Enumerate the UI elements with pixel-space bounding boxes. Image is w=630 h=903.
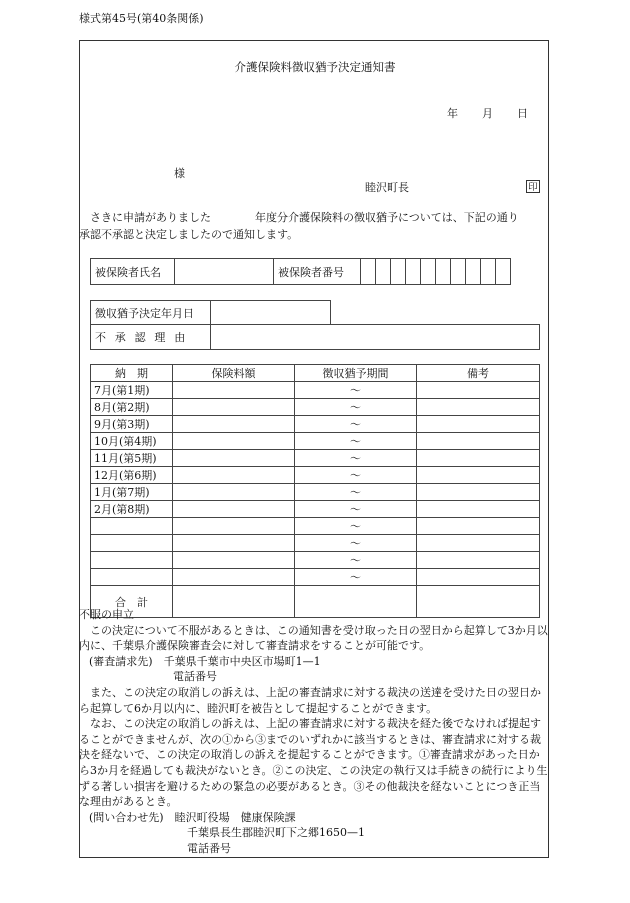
- table-row: [91, 484, 540, 501]
- period-mark: 〜: [295, 382, 417, 399]
- contact-phone: 電話番号: [187, 841, 231, 855]
- review-destination: (審査請求先) 千葉県千葉市中央区市場町1—1: [89, 654, 321, 668]
- issuer-name: 睦沢町長: [365, 181, 409, 194]
- table-row: [91, 501, 540, 518]
- table-row: [91, 433, 540, 450]
- period-mark: 〜: [295, 552, 417, 569]
- due-period-cell: 10月(第4期): [91, 433, 173, 450]
- appeal-notes: [79, 607, 549, 857]
- appeal-paragraph-1: この決定について不服があるときは、この通知書を受け取った日の翌日から起算して3か月以内に、千葉県介護保険審査会に対して審査請求をすることが可能です。: [79, 623, 548, 653]
- period-mark: 〜: [295, 433, 417, 450]
- intro-line-2: 承認不承認と決定しましたので通知します。: [79, 228, 299, 241]
- decision-date-value: [211, 301, 331, 325]
- seal-mark: 印: [526, 180, 540, 193]
- table-row: [91, 552, 540, 569]
- document-title: 介護保険料徴収猶予決定通知書: [234, 60, 396, 74]
- table-row: [91, 450, 540, 467]
- table-row: [91, 382, 540, 399]
- header-due-period: 納 期: [91, 365, 173, 382]
- header-remarks: 備考: [417, 365, 540, 382]
- contact-destination: (問い合わせ先) 睦沢町役場 健康保険課: [89, 810, 296, 824]
- decision-date-table: [90, 300, 331, 325]
- insured-number-digit: [361, 259, 376, 285]
- date-year: 年: [447, 107, 458, 120]
- table-row: [91, 569, 540, 586]
- total-label: 合 計: [91, 586, 173, 618]
- header-deferral-period: 徴収猶予期間: [295, 365, 417, 382]
- contact-address: 千葉県長生郡睦沢町下之郷1650—1: [187, 826, 365, 840]
- due-period-cell: 8月(第2期): [91, 399, 173, 416]
- period-mark: 〜: [295, 569, 417, 586]
- period-mark: 〜: [295, 484, 417, 501]
- period-mark: 〜: [295, 535, 417, 552]
- insured-number-digit: [406, 259, 421, 285]
- due-period-cell: 7月(第1期): [91, 382, 173, 399]
- period-mark: 〜: [295, 416, 417, 433]
- insured-number-digit: [436, 259, 451, 285]
- insured-name-label: 被保険者氏名: [91, 259, 175, 285]
- due-period-cell: 1月(第7期): [91, 484, 173, 501]
- period-mark: 〜: [295, 501, 417, 518]
- appeal-paragraph-2: また、この決定の取消しの訴えは、上記の審査請求に対する裁決の送達を受けた日の翌日から起算して6か月以内に、睦沢町を被告として提起することができます。: [79, 685, 541, 715]
- table-row: [91, 399, 540, 416]
- period-mark: 〜: [295, 518, 417, 535]
- insured-number-digit: [496, 259, 511, 285]
- header-premium-amount: 保険料額: [173, 365, 295, 382]
- payment-schedule-table: [90, 364, 540, 618]
- insured-number-digit: [391, 259, 406, 285]
- disapproval-reason-value: [211, 325, 540, 350]
- insured-name-value: [175, 259, 274, 285]
- disapproval-reason-table: [90, 324, 540, 350]
- table-row: [91, 416, 540, 433]
- date-day: 日: [517, 107, 528, 120]
- due-period-cell: 12月(第6期): [91, 467, 173, 484]
- insured-number-digit: [451, 259, 466, 285]
- appeal-paragraph-3: なお、この決定の取消しの訴えは、上記の審査請求に対する裁決を経た後でなければ提起することができませんが、次の①から③までのいずれかに該当するときは、審査請求に対する裁決を経ないで、この決定の取消しの訴えを提起することができます。①審査請求があった日から3か月を経過しても裁決がないとき。②この決定、この決定の執行又は手続きの続行により生ずる著しい損害を避けるための緊急の必要があるとき。③その他裁決を経ないことにつき正当な理由があるとき。: [79, 717, 548, 809]
- due-period-cell: 9月(第3期): [91, 416, 173, 433]
- period-mark: 〜: [295, 450, 417, 467]
- form-number-label: 様式第45号(第40条関係): [79, 12, 204, 25]
- insured-number-label: 被保険者番号: [274, 259, 361, 285]
- table-row: [91, 535, 540, 552]
- addressee-suffix: 様: [174, 167, 185, 180]
- due-period-cell: 11月(第5期): [91, 450, 173, 467]
- insured-info-table: [90, 258, 511, 285]
- insured-number-digit: [376, 259, 391, 285]
- insured-number-digit: [481, 259, 496, 285]
- period-mark: 〜: [295, 467, 417, 484]
- table-row: [91, 467, 540, 484]
- period-mark: 〜: [295, 399, 417, 416]
- disapproval-reason-label: 不承認理由: [91, 325, 211, 350]
- intro-line-1: さきに申請がありました 年度分介護保険料の徴収猶予については、下記の通り: [90, 211, 519, 224]
- insured-number-digit: [421, 259, 436, 285]
- insured-number-digit: [466, 259, 481, 285]
- date-month: 月: [482, 107, 493, 120]
- review-phone: 電話番号: [173, 670, 217, 684]
- due-period-cell: 2月(第8期): [91, 501, 173, 518]
- table-row: [91, 518, 540, 535]
- decision-date-label: 徴収猶予決定年月日: [91, 301, 211, 325]
- appeal-heading: 不服の申立: [79, 608, 134, 621]
